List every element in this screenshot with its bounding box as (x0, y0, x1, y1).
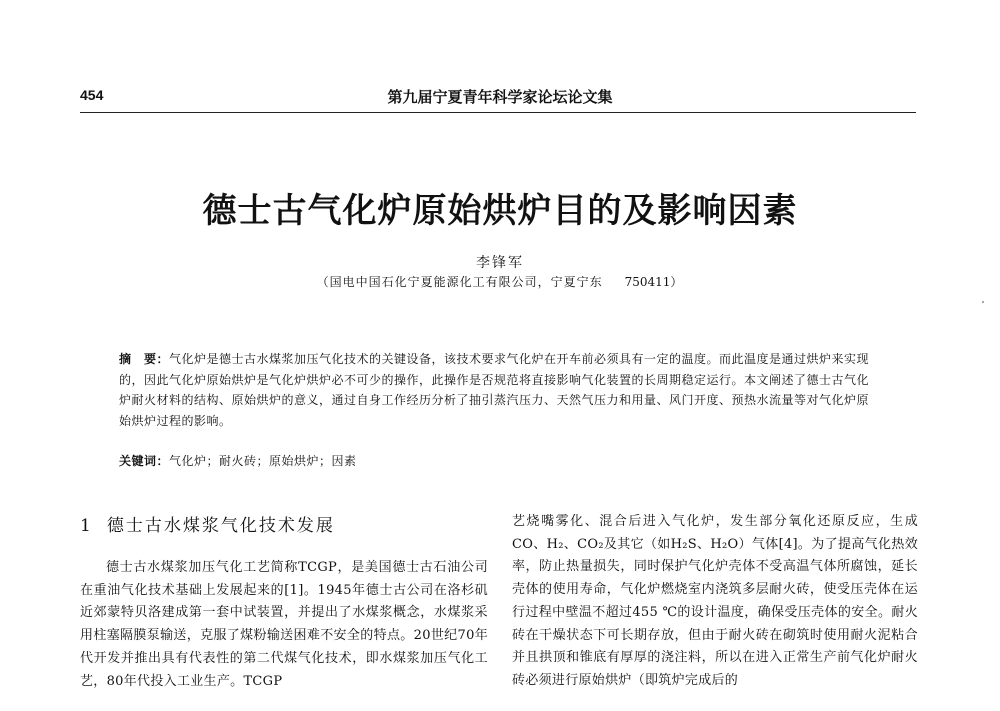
postcode: 750411 (624, 275, 671, 289)
keywords-text: 气化炉；耐火砖；原始烘炉；因素 (169, 454, 357, 468)
page-number: 454 (80, 87, 104, 103)
scan-speck (982, 301, 984, 303)
keywords-label: 关键词： (119, 454, 170, 468)
section-number: 1 (80, 516, 93, 536)
body-right-paragraph: 艺烧嘴雾化、混合后进入气化炉，发生部分氧化还原反应，生成CO、H₂、CO₂及其它（如H₂S、H₂O）气体[4]。为了提高气化热效率，防止热量损失，同时保护气化炉壳体不受高温气体所腐蚀，延长壳体的使用寿命，气化炉燃烧室内浇筑多层耐火砖，使受压壳体在运行过程中壁温不超过455 ℃的设计温度，确保受压壳体的安全。耐火砖在干燥状态下可长期存放，但由于耐火砖在砌筑时使用耐火泥粘合并且拱顶和锥底有厚厚的浇注料，所以在进入正常生产前气化炉耐火砖必须进行原始烘炉（即筑炉完成后的 (512, 514, 918, 688)
keywords (119, 452, 879, 469)
article-title: 德士古气化炉原始烘炉目的及影响因素 (202, 191, 798, 231)
author-name: 李锋军 (476, 255, 524, 271)
body-left-paragraph: 德士古水煤浆加压气化工艺简称TCGP，是美国德士古石油公司在重油气化技术基础上发展起来的[1]。1945年德士古公司在洛杉矶近郊蒙特贝洛建成第一套中试装置，并提出了水煤浆概念，水煤浆采用柱塞隔膜泵输送，克服了煤粉输送困难不安全的特点。20世纪70年代开发并推出具有代表性的第二代煤气化技术，即水煤浆加压气化工艺，80年代投入工业生产。TCGP (80, 560, 488, 689)
section-heading (80, 511, 335, 536)
affiliation (0, 273, 1000, 290)
header-rule (80, 112, 916, 113)
journal-title: 第九届宁夏青年科学家论坛论文集 (387, 88, 613, 106)
abstract-label: 摘 要： (119, 352, 170, 366)
affiliation-text: 国电中国石化宁夏能源化工有限公司，宁夏宁东 (329, 275, 603, 289)
abstract (119, 349, 879, 431)
section-title: 德士古水煤浆气化技术发展 (106, 516, 335, 536)
abstract-text: 气化炉是德士古水煤浆加压气化技术的关键设备，该技术要求气化炉在开车前必须具有一定的温度。而此温度是通过烘炉来实现的，因此气化炉原始烘炉是气化炉烘炉必不可少的操作，此操作是否规范将直接影响气化装置的长周期稳定运行。本文阐述了德士古气化炉耐火材料的结构、原始烘炉的意义，通过自身工作经历分析了抽引蒸汽压力、天然气压力和用量、风门开度、预热水流量等对气化炉原始烘炉过程的影响。 (119, 352, 870, 428)
affiliation-open-paren: （ (316, 275, 330, 289)
affiliation-close-paren: ） (670, 275, 684, 289)
